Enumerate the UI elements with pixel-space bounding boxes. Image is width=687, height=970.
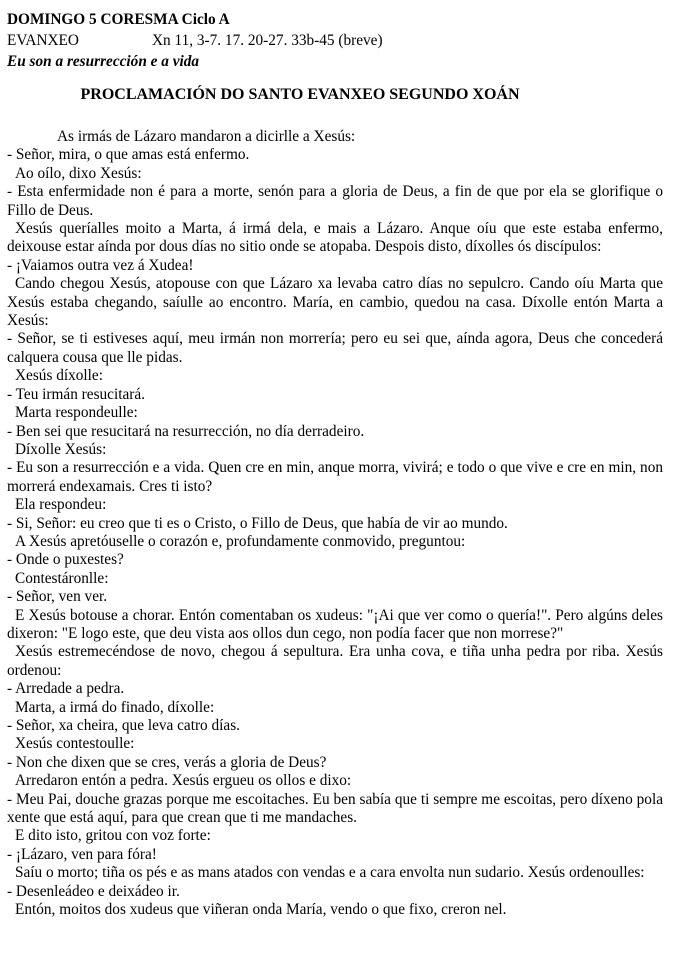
- paragraph-narration: Xesús díxolle:: [15, 367, 103, 385]
- paragraph-narration: Marta, a irmá do finado, díxolle:: [15, 698, 215, 716]
- paragraph-dialog: - Teu irmán resucitará.: [7, 385, 145, 403]
- paragraph-narration: Saíu o morto; tiña os pés e as mans atados con vendas e a cara envolta nun sudario. Xesús ordenoulles:: [15, 864, 645, 882]
- paragraph-dialog: - Onde o puxestes?: [7, 551, 124, 569]
- paragraph-dialog: - ¡Lázaro, ven para fóra!: [7, 845, 157, 863]
- paragraphs: [7, 128, 663, 919]
- paragraph-narration: Xesús queríalles moito a Marta, á irmá dela, e mais a Lázaro. Anque oíu que este estaba enfermo, deixouse estar aínda por dous días no sitio onde se atopaba. Despois disto, díxolles ós discípulos:: [7, 220, 663, 256]
- paragraph-dialog: - Señor, mira, o que amas está enfermo.: [7, 146, 250, 164]
- paragraph-narration: Xesús contestoulle:: [15, 735, 135, 753]
- document-title: DOMINGO 5 CORESMA Ciclo A: [7, 11, 230, 28]
- paragraph-dialog: - Meu Pai, douche grazas porque me escoitaches. Eu ben sabía que ti sempre me escoitas, pero díxeno pola xente que está aquí, para que crean que ti me mandaches.: [7, 790, 663, 827]
- paragraph-dialog: - Señor, se ti estiveses aquí, meu irmán non morrería; pero eu sei que, aínda agora, Deus che concederá calquera cousa que lle pidas.: [7, 330, 663, 366]
- paragraph-narration: E dito isto, gritou con voz forte:: [15, 827, 211, 845]
- paragraph-dialog: - Esta enfermidade non é para a morte, senón para a gloria de Deus, a fin de que por ela se glorifique o Fillo de Deus.: [7, 183, 663, 219]
- paragraph-dialog: - Si, Señor: eu creo que ti es o Cristo, o Fillo de Deus, que había de vir ao mundo.: [7, 514, 508, 532]
- paragraph-dialog: - Eu son a resurrección e a vida. Quen cre en min, anque morra, vivirá; e todo o que vive e cre en min, non morrerá endexamais. Cres ti isto?: [7, 459, 663, 495]
- paragraph-narration: Arredaron entón a pedra. Xesús ergueu os ollos e dixo:: [15, 772, 352, 790]
- paragraph-dialog: - ¡Vaiamos outra vez á Xudea!: [7, 256, 194, 274]
- paragraph-narration: Entón, moitos dos xudeus que viñeran onda María, vendo o que fixo, creron nel.: [15, 901, 507, 919]
- paragraph-narration: Cando chegou Xesús, atopouse con que Lázaro xa levaba catro días no sepulcro. Cando oíu Marta que Xesús estaba chegando, saíulle ao encontro. María, en cambio, quedou na casa. Díxolle entón Marta a Xesús:: [7, 275, 663, 330]
- paragraph-narration: Xesús estremecéndose de novo, chegou á sepultura. Era unha cova, e tiña unha pedra por riba. Xesús ordenou:: [7, 643, 663, 679]
- paragraph-dialog: - Desenleádeo e deixádeo ir.: [7, 882, 180, 900]
- paragraph-dialog: - Ben sei que resucitará na resurrección, no día derradeiro.: [7, 422, 365, 440]
- section-label: EVANXEO: [7, 32, 79, 49]
- paragraph-narration: Contestáronlle:: [15, 569, 109, 587]
- paragraph-narration: Díxolle Xesús:: [15, 440, 107, 458]
- paragraph-narration: Ela respondeu:: [15, 496, 107, 514]
- document-header: [7, 9, 663, 72]
- proclamation-heading: PROCLAMACIÓN DO SANTO EVANXEO SEGUNDO XOÁN: [80, 86, 520, 103]
- document-subtitle: Eu son a resurrección e a vida: [7, 53, 200, 70]
- paragraph-narration: E Xesús botouse a chorar. Entón comentaban os xudeus: "¡Ai que ver como o quería!". Pero algúns deles dixeron: "E logo este, que deu vista aos ollos dun cego, non podía facer que non morrese?": [7, 606, 663, 642]
- paragraph-dialog: - Señor, ven ver.: [7, 588, 108, 606]
- gospel-reference-line: [7, 30, 663, 51]
- paragraph-dialog: - Non che dixen que se cres, verás a gloria de Deus?: [7, 753, 327, 771]
- paragraph-narration: Marta respondeulle:: [15, 404, 138, 422]
- paragraph-dialog: - Arredade a pedra.: [7, 680, 125, 698]
- paragraph-opening: As irmás de Lázaro mandaron a dicirlle a Xesús:: [57, 128, 356, 145]
- scripture-reference: Xn 11, 3-7. 17. 20-27. 33b-45 (breve): [152, 32, 383, 49]
- paragraph-narration: A Xesús apretóuselle o corazón e, profundamente conmovido, preguntou:: [15, 532, 466, 550]
- paragraph-narration: Ao oílo, dixo Xesús:: [15, 164, 142, 182]
- paragraph-dialog: - Señor, xa cheira, que leva catro días.: [7, 717, 240, 734]
